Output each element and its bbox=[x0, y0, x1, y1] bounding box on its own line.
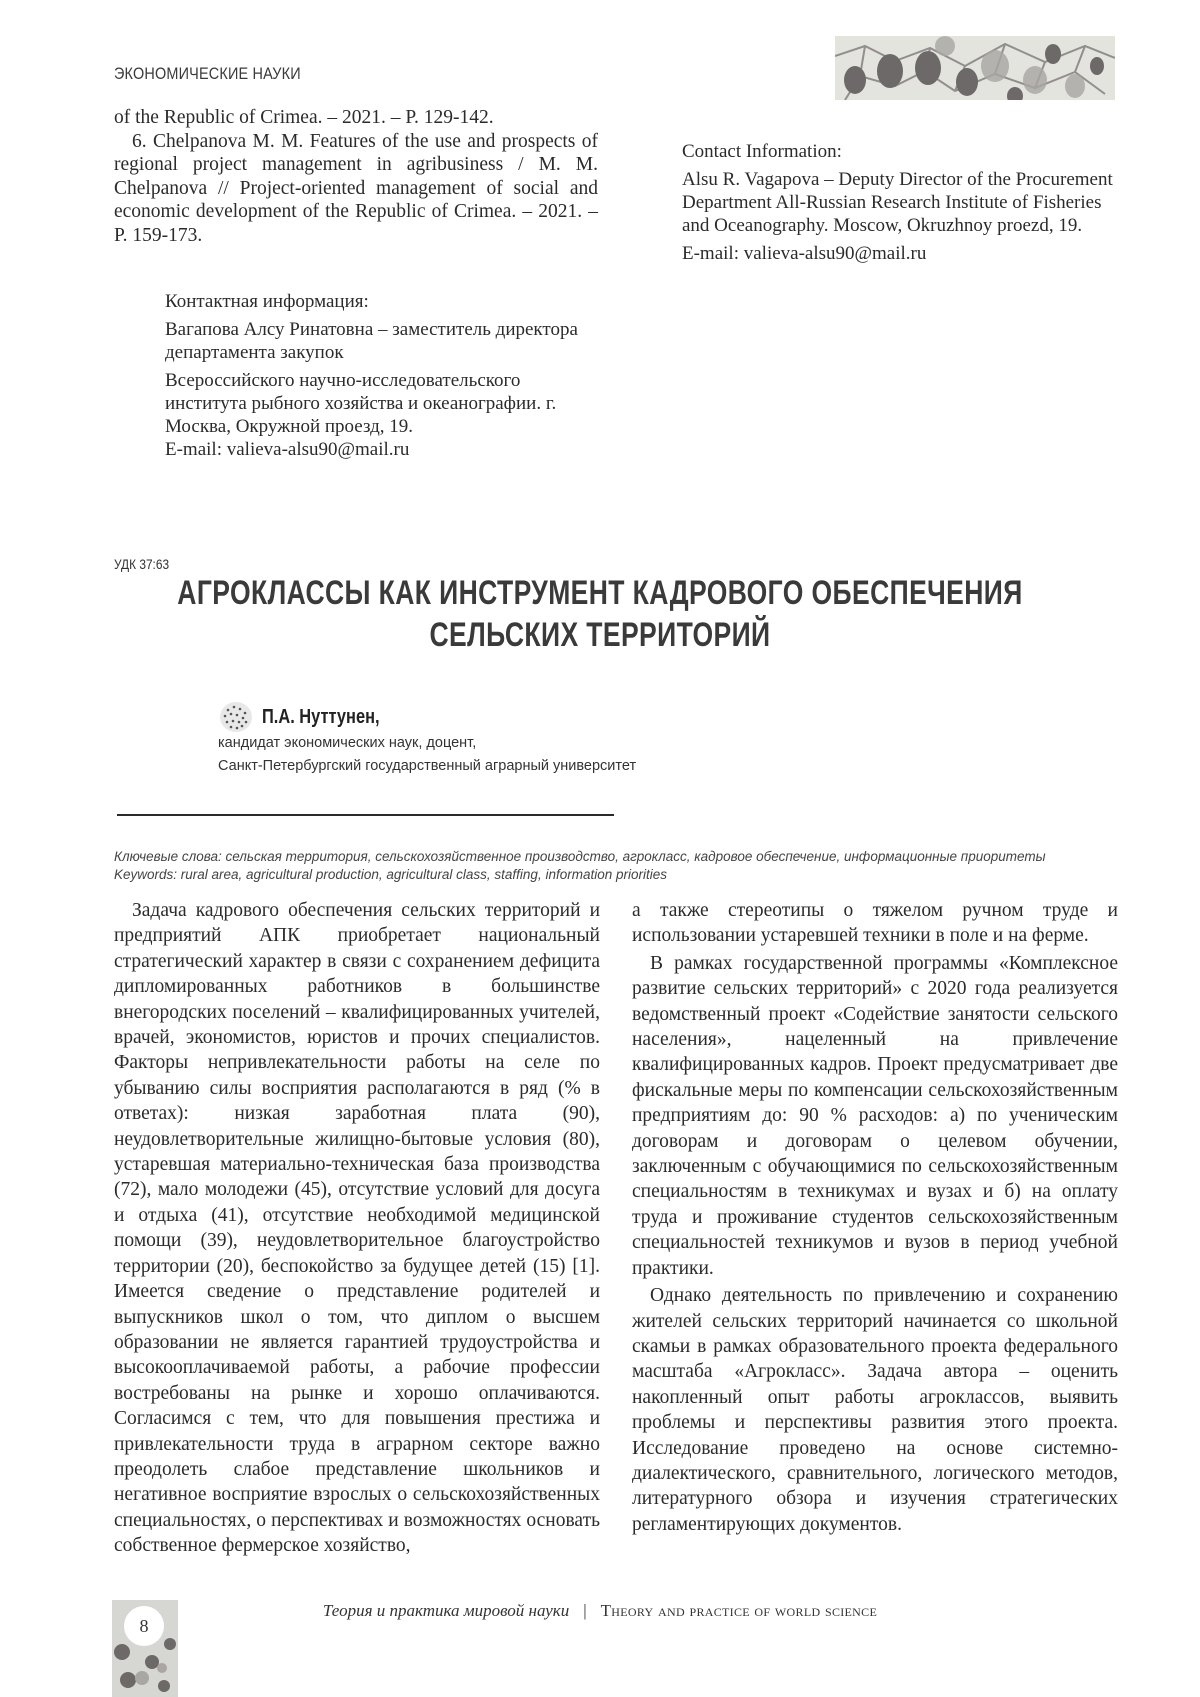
journal-name-ru: Теория и практика мировой науки bbox=[322, 1601, 570, 1620]
journal-footer bbox=[0, 1601, 1200, 1621]
contact-info-ru bbox=[165, 290, 605, 466]
contact-heading: Контактная информация: bbox=[165, 291, 369, 312]
body-column-left bbox=[114, 898, 600, 1561]
reference-item: of the Republic of Crimea. – 2021. – P. 129-142. bbox=[114, 107, 494, 128]
body-paragraph: а также стереотипы о тяжелом ручном труде и использовании устаревшей техники в поле и на ферме. bbox=[632, 900, 1118, 947]
udk-code: УДК 37:63 bbox=[114, 556, 170, 572]
contact-org: Всероссийского научно-исследовательского института рыбного хозяйства и океанографии. г. Москва, Окружной проезд, 19. bbox=[165, 370, 557, 437]
body-column-right bbox=[632, 898, 1118, 1539]
contact-info-en bbox=[682, 140, 1122, 270]
contact-person: Alsu R. Vagapova – Deputy Director of the Procurement Department All-Russian Research Institute of Fisheries and Oceanography. Moscow, Okruzhnoy proezd, 19. bbox=[682, 169, 1113, 236]
reference-item: 6. Chelpanova M. M. Features of the use and prospects of regional project management in agribusiness / M. M. Chelpanova // Project-oriented management of social and economic development of the Republic of Crimea. – 2021. – P. 159-173. bbox=[114, 130, 598, 246]
body-paragraph: Задача кадрового обеспечения сельских территорий и предприятий АПК приобретает национальный стратегический характер в связи с сохранением дефицита дипломированных работников в большинстве внегородских поселений – квалифицированных учителей, врачей, экономистов, юристов и прочих специалистов. Факторы непривлекательности работы на селе по убыванию силы восприятия располагаются в ряд (% в ответах): низкая заработная плата (90), неудовлетворительные жилищно-бытовые условия (80), устаревшая материально-техническая база производства (72), мало молодежи (45), отсутствие условий для досуга и отдыха (41), отсутствие необходимой медицинской помощи (39), неудовлетворительное благоустройство территории (20), беспокойство за будущее детей (15) [1]. Имеется сведение о представление родителей и выпускников школ о том, что диплом о высшем образовании не является гарантией трудоустройства и высокооплачиваемой работы, а рабочие профессии востребованы на рынке и хорошо оплачиваются. Согласимся с тем, что для повышения престижа и привлекательности труда в аграрном секторе важно преодолеть слабое представление школьников и негативное восприятие взрослых о сельскохозяйственных специальностях, о перспективах и возможностях основать собственное фермерское хозяйство, bbox=[114, 900, 600, 1557]
title-line: СЕЛЬСКИХ ТЕРРИТОРИЙ bbox=[429, 616, 771, 654]
references-tail bbox=[114, 106, 598, 247]
section-label: ЭКОНОМИЧЕСКИЕ НАУКИ bbox=[114, 64, 301, 83]
body-paragraph: Однако деятельность по привлечению и сохранению жителей сельских территорий начинается со школьной скамьи в рамках образовательного проекта федерального масштаба «Агрокласс». Задача автора – оценить накопленный опыт работы агроклассов, выявить проблемы и перспективы развития этого проекта. Исследование проведено на основе системно-диалектического, сравнительного, логического методов, литературного обзора и изучения стратегических регламентирующих документов. bbox=[632, 1285, 1118, 1535]
author-name: П.А. Нуттунен, bbox=[262, 705, 380, 728]
section-divider bbox=[117, 814, 614, 816]
contact-person: Вагапова Алсу Ринатовна – заместитель директора департамента закупок bbox=[165, 319, 578, 363]
author-degree: кандидат экономических наук, доцент, bbox=[218, 735, 477, 751]
title-line: АГРОКЛАССЫ КАК ИНСТРУМЕНТ КАДРОВОГО ОБЕСПЕЧЕНИЯ bbox=[177, 574, 1023, 612]
page-number: 8 bbox=[124, 1606, 164, 1646]
keywords bbox=[114, 848, 1114, 884]
contact-heading: Contact Information: bbox=[682, 141, 842, 162]
keywords-en: Keywords: rural area, agricultural production, agricultural class, staffing, information priorities bbox=[114, 867, 667, 882]
author-affiliation: Санкт-Петербургский государственный аграрный университет bbox=[218, 758, 637, 774]
author-globe-icon bbox=[218, 700, 254, 734]
molecule-pattern-icon bbox=[835, 36, 1115, 100]
body-paragraph: В рамках государственной программы «Комплексное развитие сельских территорий» с 2020 года реализуется ведомственный проект «Содействие занятости сельского населения», нацеленный на привлечение квалифицированных кадров. Проект предусматривает две фискальные меры по компенсации сельскохозяйственным предприятиям до: 90 % расходов: а) по ученическим договорам и договорам о целевом обучении, заключенным с обучающимися по сельскохозяйственным специальностям в техникумах и вузах и б) на оплату труда и проживание студентов сельскохозяйственным специальностей техникумов и вузов в период учебной практики. bbox=[632, 952, 1118, 1279]
footer-separator: | bbox=[583, 1601, 587, 1620]
author-row bbox=[218, 700, 405, 734]
contact-email[interactable]: E-mail: valieva-alsu90@mail.ru bbox=[682, 243, 927, 264]
journal-name-en: Theory and practice of world science bbox=[600, 1601, 878, 1620]
keywords-ru: Ключевые слова: сельская территория, сельскохозяйственное производство, агрокласс, кадровое обеспечение, информационные приоритеты bbox=[114, 849, 1046, 864]
contact-email[interactable]: E-mail: valieva-alsu90@mail.ru bbox=[165, 439, 410, 460]
article-title bbox=[0, 572, 1200, 656]
